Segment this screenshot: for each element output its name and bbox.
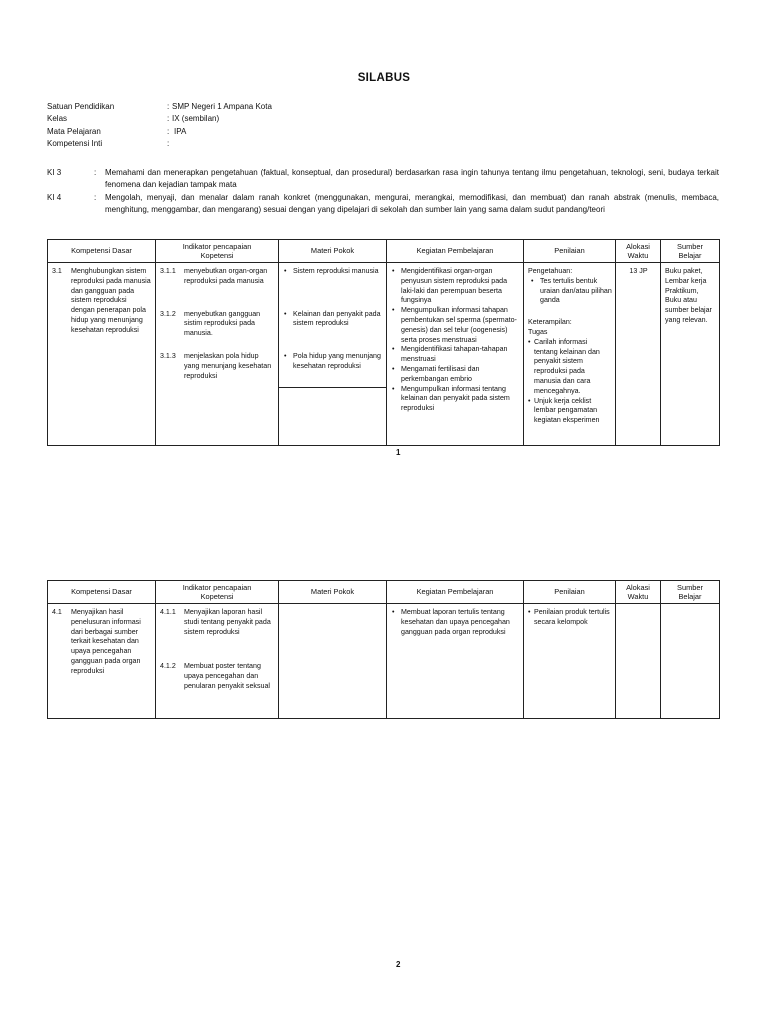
indikator-text: menjelaskan pola hidup yang menunjang kesehatan reproduksi [184,352,272,380]
kd-item [52,608,152,677]
cell-kegiatan-pembelajaran [387,604,524,719]
cell-sumber-belajar [661,604,720,719]
kegiatan-item: • Mengumpulkan informasi tahapan pembentukan sel sperma (spermato-genesis) dan sel telur (oogenesis) serta proses menstruasi [391,306,520,345]
cell-kompetensi-dasar [48,604,156,719]
kd-number: 3.1 [52,267,62,275]
header-penilaian: Penilaian [524,581,616,604]
penilaian-item: • Penilaian produk tertulis secara kelompok [528,608,612,628]
indikator-item [160,310,275,353]
identity-row-kelas [47,113,272,125]
materi-item: • Kelainan dan penyakit pada sistem reproduksi [283,310,383,353]
identity-row-mata-pelajaran [47,126,272,138]
ki-separator: : [94,192,97,202]
header-alokasi-waktu: Alokasi Waktu [616,240,661,263]
page-number: 1 [396,448,401,457]
kegiatan-item: • Mengidentifikasi tahapan-tahapan menstruasi [391,345,520,365]
cell-kegiatan-pembelajaran [387,263,524,446]
cell-alokasi-waktu [616,604,661,719]
table-header-row [48,581,720,604]
indikator-item [160,352,275,395]
penilaian-item: • Unjuk kerja ceklist lembar pengamatan kegiatan eksperimen [528,397,612,426]
identity-value: IX (sembilan) [172,114,220,124]
kegiatan-item: • Membuat laporan tertulis tentang kesehatan dan upaya pencegahan gangguan pada organ reproduksi [391,608,520,637]
cell-kompetensi-dasar [48,263,156,446]
identity-row-kompetensi-inti [47,138,272,150]
kd-text: Menyajikan hasil penelusuran informasi dari berbagai sumber terkait kesehatan dan upaya pencegahan gangguan pada organ reproduksi [71,608,141,675]
penilaian-tugas-label: Tugas [528,327,548,336]
indikator-item [160,662,275,705]
header-kegiatan-pembelajaran: Kegiatan Pembelajaran [387,581,524,604]
cell-materi-pokok [279,604,387,719]
kegiatan-item: • Mengidentifikasi organ-organ penyusun sistem reproduksi pada laki-laki dan perempuan beserta fungsinya [391,267,520,306]
document-title: SILABUS [357,72,411,84]
penilaian-keterampilan-label: Keterampilan: [528,318,572,327]
cell-alokasi-waktu: 13 JP [616,263,661,446]
kegiatan-item: • Mengamati fertilisasi dan perkembangan embrio [391,365,520,385]
kegiatan-list [391,267,520,414]
header-sumber-belajar: Sumber Belajar [661,581,720,604]
indikator-item [160,608,275,662]
header-materi-pokok: Materi Pokok [279,240,387,263]
kompetensi-inti-block [47,167,719,217]
kd-number: 4.1 [52,608,62,616]
materi-item: • Pola hidup yang menunjang kesehatan reproduksi [283,352,383,395]
identity-separator: : [167,102,170,111]
indikator-number: 3.1.2 [160,309,176,318]
ki-4-row [47,192,719,217]
header-kompetensi-dasar: Kompetensi Dasar [48,581,156,604]
cell-indikator [156,263,279,446]
indikator-number: 4.1.2 [160,662,176,670]
materi-list [283,267,383,395]
identity-label: Kelas [47,114,68,124]
header-kompetensi-dasar: Kompetensi Dasar [48,240,156,263]
ki-text: Memahami dan menerapkan pengetahuan (faktual, konseptual, dan prosedural) berdasarkan rasa ingin tahunya tentang ilmu pengetahuan, teknologi, seni, budaya terkait fenomena dan kejadian tampak mata [105,168,719,190]
cell-sumber-belajar: Buku paket, Lembar kerja Praktikum, Buku atau sumber belajar yang relevan. [661,263,720,446]
indikator-text: menyebutkan organ-organ reproduksi pada manusia [184,267,268,285]
identity-block [47,101,272,150]
identity-separator: : [167,126,170,136]
ki-code: KI 3 [47,168,62,177]
penilaian-pengetahuan-list [528,277,612,306]
kegiatan-list [391,608,520,637]
kd-text: Menghubungkan sistem reproduksi pada manusia dan gangguan pada sistem reproduksi dengan penerapan pola hidup yang menunjang kesehatan reproduksi [71,267,151,334]
indikator-number: 3.1.1 [160,267,176,275]
cell-materi-pokok [279,263,387,446]
ki-separator: : [94,168,97,177]
table-header-row [48,240,720,263]
identity-label: Kompetensi Inti [47,138,103,148]
ki-code: KI 4 [47,192,62,202]
kd-item [52,267,152,336]
penilaian-item: • Carilah informasi tentang kelainan dan penyakit sistem reproduksi pada manusia dan cara mencegahnya. [528,338,612,397]
indikator-number: 4.1.1 [160,608,176,616]
identity-value: SMP Negeri 1 Ampana Kota [172,102,272,111]
header-materi-pokok: Materi Pokok [279,581,387,604]
indikator-text: menyebutkan gangguan sistim reproduksi pada manusia. [184,309,261,338]
header-indikator: Indikator pencapaian Kopetensi [156,240,279,263]
header-indikator: Indikator pencapaian Kopetensi [156,581,279,604]
kegiatan-item: • Mengumpulkan informasi tentang kelainan dan penyakit pada sistem reproduksi [391,385,520,414]
table-row [48,263,720,446]
identity-separator: : [167,114,170,124]
materi-item: • Sistem reproduksi manusia [283,267,383,310]
materi-divider-line [278,387,386,388]
penilaian-keterampilan-list [528,338,612,426]
ki-3-row [47,167,719,192]
penilaian-pengetahuan-label: Pengetahuan: [528,267,573,275]
identity-label: Mata Pelajaran [47,126,101,136]
indikator-text: Membuat poster tentang upaya pencegahan dan penularan penyakit seksual [184,662,270,690]
penilaian-item: • Tes tertulis bentuk uraian dan/atau pilihan ganda [528,277,612,306]
cell-penilaian [524,263,616,446]
header-alokasi-waktu: Alokasi Waktu [616,581,661,604]
syllabus-table-page-2 [47,580,720,719]
indikator-item [160,267,275,310]
indikator-number: 3.1.3 [160,352,176,360]
header-kegiatan-pembelajaran: Kegiatan Pembelajaran [387,240,524,263]
cell-penilaian [524,604,616,719]
identity-row-satuan-pendidikan [47,101,272,113]
penilaian-list [528,608,612,628]
identity-value: IPA [174,126,187,136]
syllabus-table-page-1 [47,239,720,446]
indikator-text: Menyajikan laporan hasil studi tentang penyakit pada sistem reproduksi [184,608,271,636]
page-number: 2 [396,960,401,969]
table-row [48,604,720,719]
header-penilaian: Penilaian [524,240,616,263]
identity-separator: : [167,138,170,148]
header-sumber-belajar: Sumber Belajar [661,240,720,263]
ki-text: Mengolah, menyaji, dan menalar dalam ranah konkret (menggunakan, mengurai, merangkai, memodifikasi, dan membuat) dan ranah abstrak (menulis, membaca, menghitung, menggambar, dan mengarang) sesuai dengan yang dipelajari di sekolah dan sumber lain yang sama dalam sudut pandang/teori [105,192,719,215]
identity-label: Satuan Pendidikan [47,102,115,111]
cell-indikator [156,604,279,719]
